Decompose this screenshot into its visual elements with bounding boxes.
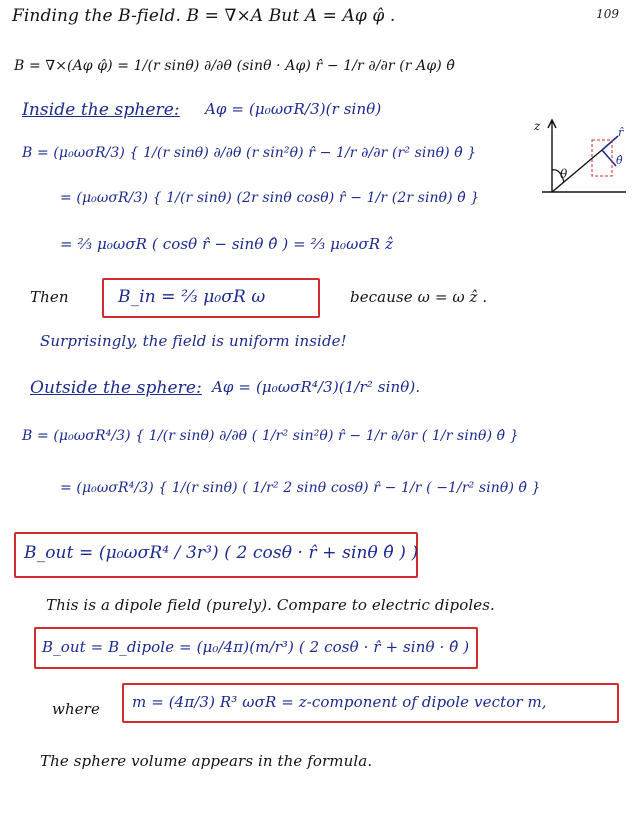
sphere-volume-remark: The sphere volume appears in the formula. [40, 752, 373, 770]
dipole-moment-definition: m = (4π/3) R³ ωσR = z-component of dipole vector m, [132, 693, 547, 711]
inside-a-phi: Aφ = (μ₀ωσR/3)(r sinθ) [205, 100, 382, 118]
theta-hat-label: θ̂ [616, 154, 623, 167]
outside-sphere-heading: Outside the sphere: [30, 378, 202, 398]
uniform-field-remark: Surprisingly, the field is uniform inside! [40, 332, 347, 350]
outside-b-line-2: = (μ₀ωσR⁴/3) { 1/(r sinθ) ( 1/r² 2 sinθ cosθ) r̂ − 1/r ( −1/r² sinθ) θ̂ } [60, 480, 541, 496]
dipole-field-remark: This is a dipole field (purely). Compare to electric dipoles. [46, 596, 495, 614]
because-note: because ω = ω ẑ . [350, 288, 488, 306]
line-curl-expansion: B = ∇×(Aφ φ̂) = 1/(r sinθ) ∂/∂θ (sinθ · Aφ) r̂ − 1/r ∂/∂r (r Aφ) θ̂ [14, 58, 455, 74]
b-dipole-formula: B_out = B_dipole = (μ₀/4π)(m/r³) ( 2 cosθ · r̂ + sinθ · θ̂ ) [42, 638, 470, 656]
inside-sphere-heading: Inside the sphere: [22, 100, 180, 120]
outside-b-line-1: B = (μ₀ωσR⁴/3) { 1/(r sinθ) ∂/∂θ ( 1/r² sin²θ) r̂ − 1/r ∂/∂r ( 1/r sinθ) θ̂ } [22, 428, 519, 444]
inside-b-line-3: = ⅔ μ₀ωσR ( cosθ r̂ − sinθ θ̂ ) = ⅔ μ₀ωσR ẑ [60, 235, 394, 253]
theta-label: θ [560, 167, 568, 181]
inside-b-line-2: = (μ₀ωσR/3) { 1/(r sinθ) (2r sinθ cosθ) r̂ − 1/r (2r sinθ) θ̂ } [60, 190, 480, 206]
where-label: where [52, 700, 100, 718]
b-out-result: B_out = (μ₀ωσR⁴ / 3r³) ( 2 cosθ · r̂ + sinθ θ̂ ) ) [24, 543, 419, 563]
line-finding-b-field: Finding the B-field. B = ∇×A But A = Aφ φ̂ . [12, 6, 396, 26]
r-hat-label: r̂ [618, 126, 624, 139]
outside-a-phi: Aφ = (μ₀ωσR⁴/3)(1/r² sinθ). [212, 378, 421, 396]
then-label: Then [30, 288, 69, 306]
z-axis-label: z [534, 119, 541, 133]
theta-hat-arrow [602, 150, 616, 166]
spherical-coordinates-diagram [530, 112, 630, 198]
r-hat-arrow [602, 136, 618, 150]
b-in-result: B_in = ⅔ μ₀σR ω [118, 287, 266, 307]
inside-b-line-1: B = (μ₀ωσR/3) { 1/(r sinθ) ∂/∂θ (r sin²θ) r̂ − 1/r ∂/∂r (r² sinθ) θ̂ } [22, 145, 477, 161]
page-number: 109 [596, 7, 619, 21]
